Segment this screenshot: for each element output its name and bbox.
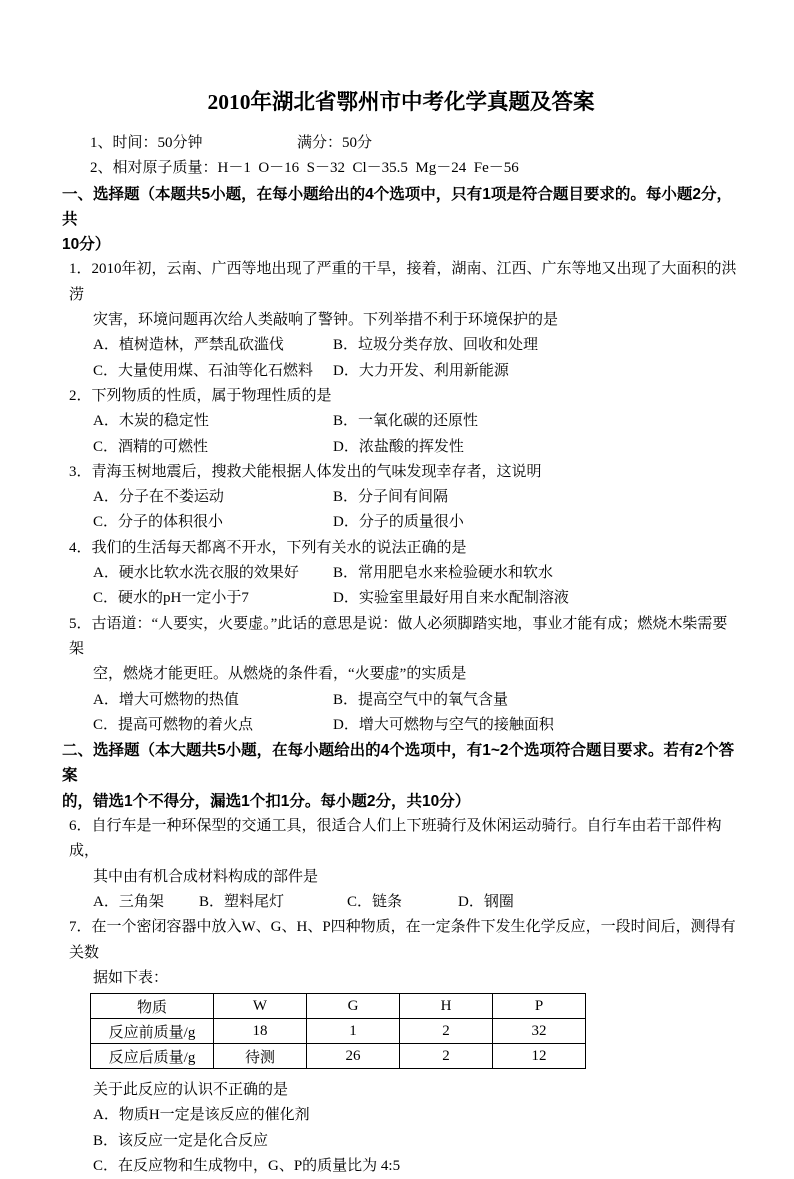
question-3-options-cd — [62, 510, 740, 535]
question-1-options-ab — [62, 333, 740, 358]
question-1-option-d: D．大力开发、利用新能源 — [333, 362, 509, 379]
question-2 — [62, 384, 740, 460]
question-5-option-c: C．提高可燃物的着火点 — [93, 716, 254, 733]
question-4-options-ab — [62, 561, 740, 586]
table-cell: 1 — [307, 1019, 400, 1044]
question-6-option-c: C．链条 — [347, 893, 403, 910]
question-6-option-b: B．塑料尾灯 — [199, 893, 285, 910]
table-header-p: P — [493, 994, 586, 1019]
table-header-g: G — [307, 994, 400, 1019]
table-cell: 待测 — [214, 1044, 307, 1069]
question-4-option-a: A．硬水比软水洗衣服的效果好 — [93, 565, 299, 582]
question-7-option-a: A．物质H一定是该反应的催化剂 — [93, 1107, 310, 1124]
question-2-option-b: B．一氧化碳的还原性 — [333, 413, 479, 430]
meta-line-time-score — [62, 131, 740, 156]
section2-heading-line2: 的，错选1个不得分，漏选1个扣1分。每小题2分，共10分） — [62, 792, 471, 810]
question-4-option-d: D．实验室里最好用自来水配制溶液 — [333, 590, 569, 607]
question-7-stem-line3: 关于此反应的认识不正确的是 — [93, 1082, 289, 1099]
question-6 — [62, 814, 740, 915]
question-7-data-table — [90, 993, 586, 1069]
question-1 — [62, 257, 740, 383]
question-5-option-a: A．增大可燃物的热值 — [93, 691, 239, 708]
question-4-options-cd — [62, 586, 740, 611]
table-cell: 12 — [493, 1044, 586, 1069]
question-4-option-c: C．硬水的pH一定小于7 — [93, 590, 249, 607]
table-cell: 32 — [493, 1019, 586, 1044]
question-3-options-ab — [62, 485, 740, 510]
question-2-option-d: D．浓盐酸的挥发性 — [333, 438, 464, 455]
table-cell: 反应前质量/g — [91, 1019, 214, 1044]
question-1-option-a: A．植树造林，严禁乱砍滥伐 — [93, 337, 284, 354]
question-5-stem-line1: 5．古语道：“人要实，火要虚。”此话的意思是说：做人必须脚踏实地，事业才能有成；燃烧木柴需要架 — [69, 615, 728, 657]
question-1-stem-line1: 1．2010年初，云南、广西等地出现了严重的干旱，接着，湖南、江西、广东等地又出现了大面积的洪涝 — [69, 261, 737, 303]
question-3 — [62, 460, 740, 536]
meta-line-atomic-mass: 2、相对原子质量：H－1 O－16 S－32 Cl－35.5 Mg－24 Fe－56 — [90, 160, 519, 177]
question-6-option-a: A．三角架 — [93, 893, 164, 910]
question-6-stem-line1: 6．自行车是一种环保型的交通工具，很适合人们上下班骑行及休闲运动骑行。自行车由若干部件构成， — [69, 818, 722, 860]
question-7 — [62, 915, 740, 1179]
question-6-option-d: D．钢圈 — [458, 893, 514, 910]
table-cell: 反应后质量/g — [91, 1044, 214, 1069]
section2-heading-line1: 二、选择题（本大题共5小题，在每小题给出的4个选项中，有1~2个选项符合题目要求。若有2个答案 — [62, 742, 735, 785]
question-2-option-a: A．木炭的稳定性 — [93, 413, 209, 430]
question-3-option-d: D．分子的质量很小 — [333, 514, 464, 531]
question-4 — [62, 536, 740, 612]
table-row-after-reaction — [91, 1044, 586, 1069]
question-6-options — [62, 890, 740, 915]
question-3-option-a: A．分子在不娄运动 — [93, 489, 224, 506]
question-2-option-c: C．酒精的可燃性 — [93, 438, 209, 455]
table-header-substance: 物质 — [91, 994, 214, 1019]
section1-heading-line1: 一、选择题（本题共5小题，在每小题给出的4个选项中，只有1项是符合题目要求的。每小题2分，共 — [62, 185, 732, 228]
question-3-stem: 3．青海玉树地震后，搜救犬能根据人体发出的气味发现幸存者，这说明 — [69, 463, 542, 480]
table-header-w: W — [214, 994, 307, 1019]
question-7-stem-line2: 据如下表： — [93, 969, 169, 986]
question-1-options-cd — [62, 359, 740, 384]
question-2-options-cd — [62, 435, 740, 460]
table-cell: 2 — [400, 1044, 493, 1069]
table-cell: 18 — [214, 1019, 307, 1044]
table-cell: 2 — [400, 1019, 493, 1044]
question-3-option-b: B．分子间有间隔 — [333, 489, 449, 506]
question-2-stem: 2．下列物质的性质，属于物理性质的是 — [69, 387, 332, 404]
table-cell: 26 — [307, 1044, 400, 1069]
question-5-stem-line2: 空，燃烧才能更旺。从燃烧的条件看，“火要虚”的实质是 — [93, 666, 467, 683]
question-4-option-b: B．常用肥皂水来检验硬水和软水 — [333, 565, 554, 582]
question-7-stem-line1: 7．在一个密闭容器中放入W、G、H、P四种物质，在一定条件下发生化学反应，一段时间后，测得有关数 — [69, 919, 736, 961]
question-5-option-d: D．增大可燃物与空气的接触面积 — [333, 716, 554, 733]
page-title: 2010年湖北省鄂州市中考化学真题及答案 — [207, 90, 595, 114]
table-header-row — [91, 994, 586, 1019]
question-4-stem: 4．我们的生活每天都离不开水，下列有关水的说法正确的是 — [69, 539, 467, 556]
question-5-options-ab — [62, 688, 740, 713]
full-score-label: 满分：50分 — [297, 135, 373, 151]
table-header-h: H — [400, 994, 493, 1019]
question-2-options-ab — [62, 409, 740, 434]
question-1-option-c: C．大量使用煤、石油等化石燃料 — [93, 362, 314, 379]
question-5 — [62, 612, 740, 738]
table-row-before-reaction — [91, 1019, 586, 1044]
question-1-stem-line2: 灾害，环境问题再次给人类敲响了警钟。下列举措不利于环境保护的是 — [93, 312, 559, 329]
section1-heading-line2: 10分） — [62, 236, 111, 254]
question-5-options-cd — [62, 713, 740, 738]
question-6-stem-line2: 其中由有机合成材料构成的部件是 — [93, 868, 319, 885]
question-5-option-b: B．提高空气中的氧气含量 — [333, 691, 509, 708]
question-3-option-c: C．分子的体积很小 — [93, 514, 224, 531]
time-label: 1、时间：50分钟 — [90, 135, 203, 151]
question-7-option-b: B．该反应一定是化合反应 — [93, 1132, 269, 1149]
question-7-option-c: C．在反应物和生成物中，G、P的质量比为 4:5 — [93, 1157, 401, 1174]
question-1-option-b: B．垃圾分类存放、回收和处理 — [333, 337, 539, 354]
